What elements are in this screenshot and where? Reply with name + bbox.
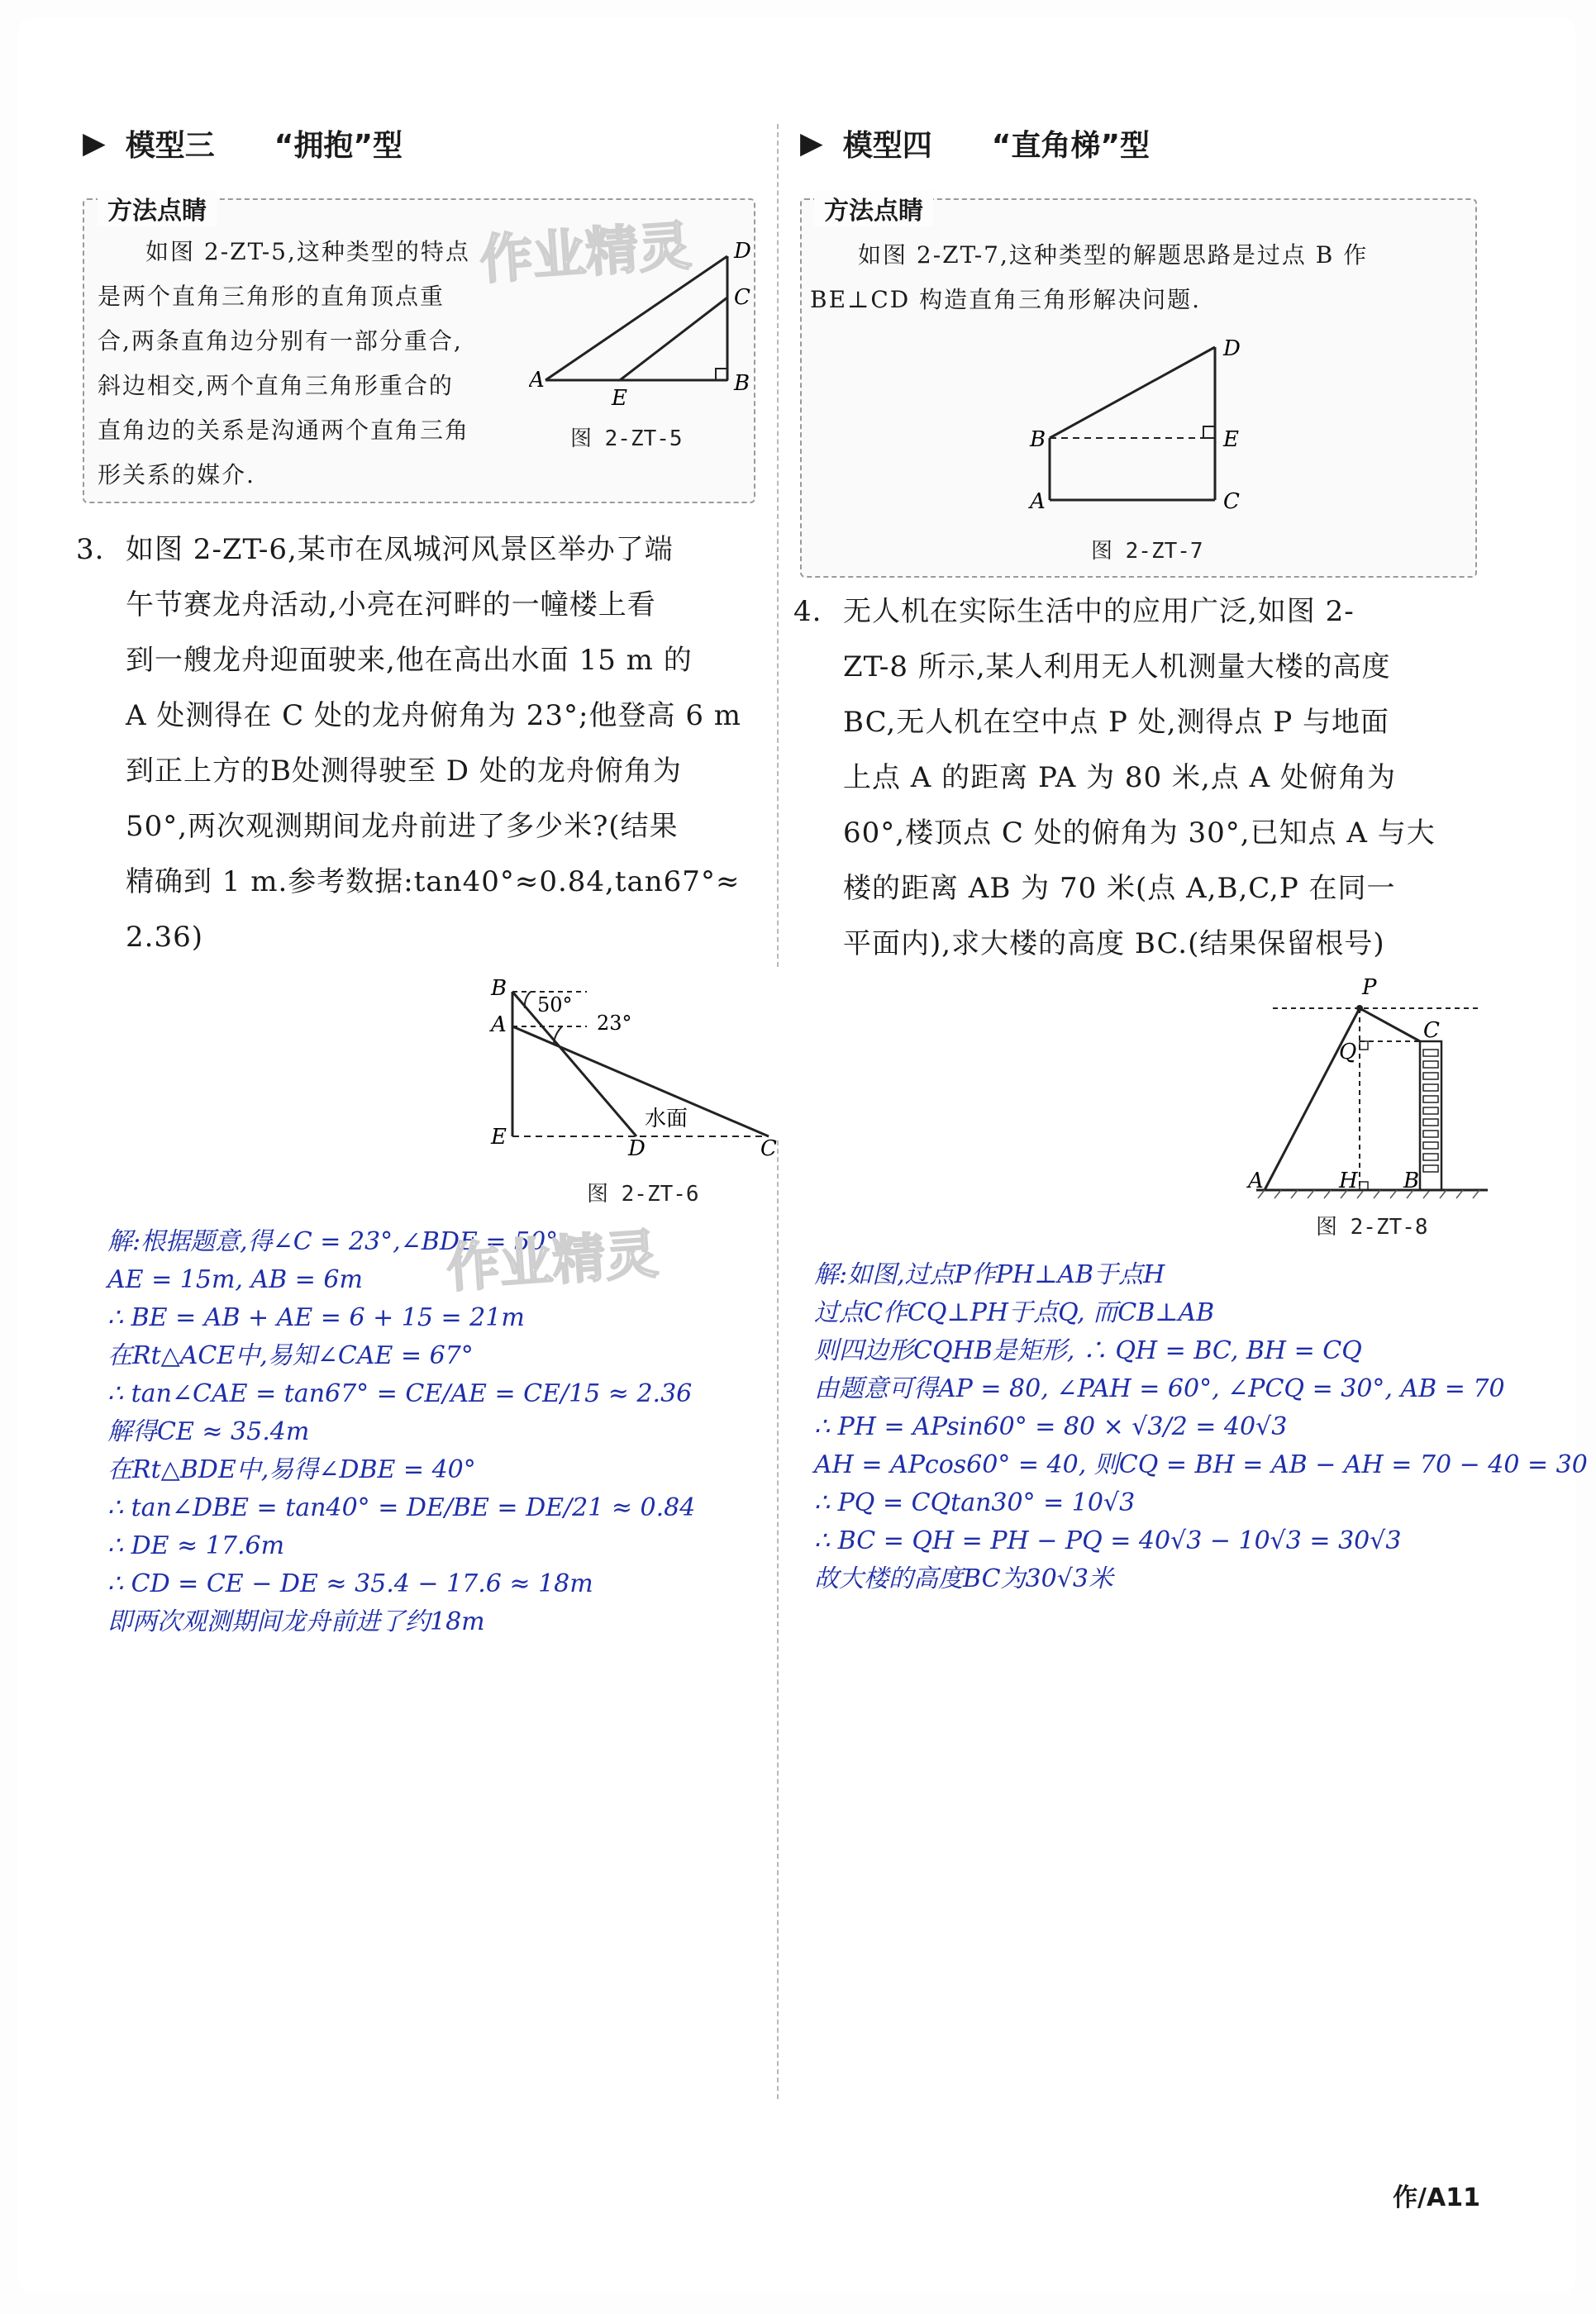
figure-2-zt-8 <box>1240 971 1496 1202</box>
section-heading-model4 <box>800 122 1150 164</box>
label-q: Q <box>1339 1040 1357 1064</box>
problem-line: 2.36) <box>126 921 203 954</box>
figure-2-zt-6 <box>488 975 785 1157</box>
label-d: D <box>628 1136 646 1157</box>
figure-2-zt-7 <box>1025 331 1273 521</box>
label-e: E <box>1223 427 1239 452</box>
label-a: A <box>491 1012 507 1037</box>
answer-line: 故大楼的高度BC为30√3米 <box>814 1564 1113 1593</box>
answer-line: 由题意可得AP = 80, ∠PAH = 60°, ∠PCQ = 30°, AB = 70 <box>814 1374 1505 1403</box>
figure-caption: 图 2-ZT-7 <box>1091 539 1203 564</box>
label-c: C <box>1423 1018 1440 1043</box>
label-d: D <box>734 240 751 264</box>
answer-line: 在Rt△ACE中,易知∠CAE = 67° <box>107 1341 474 1370</box>
answer-line: ∴ tan∠DBE = tan40° = DE/BE = DE/21 ≈ 0.84 <box>107 1493 696 1522</box>
section-title: 模型四 <box>842 129 932 163</box>
problem-4 <box>793 584 1496 972</box>
method-line: 斜边相交,两个直角三角形重合的 <box>98 372 454 399</box>
label-h: H <box>1339 1169 1358 1193</box>
problem-line: ZT-8 所示,某人利用无人机测量大楼的高度 <box>843 650 1391 683</box>
column-divider <box>777 1140 779 2099</box>
problem-line: 楼的距离 AB 为 70 米(点 A,B,C,P 在同一 <box>843 872 1396 905</box>
answer-4 <box>814 1256 1588 1598</box>
method-line: BE⊥CD 构造直角三角形解决问题. <box>810 286 1202 313</box>
label-b: B <box>1030 427 1046 452</box>
label-c: C <box>760 1136 777 1157</box>
problem-3 <box>76 522 770 965</box>
label-d: D <box>1223 336 1241 361</box>
problem-line: 无人机在实际生活中的应用广泛,如图 2- <box>843 595 1355 628</box>
problem-line: 50°,两次观测期间龙舟前进了多少米?(结果 <box>126 810 679 843</box>
problem-line: 到正上方的B处测得驶至 D 处的龙舟俯角为 <box>126 755 682 788</box>
problem-line: A 处测得在 C 处的龙舟俯角为 23°;他登高 6 m <box>126 699 742 732</box>
answer-line: ∴ BE = AB + AE = 6 + 15 = 21m <box>107 1303 525 1332</box>
label-a: A <box>529 368 545 393</box>
label-a: A <box>1248 1169 1264 1193</box>
label-p: P <box>1362 975 1377 1000</box>
label-e: E <box>612 386 627 411</box>
method-line: 形关系的媒介. <box>98 461 255 488</box>
method-title: 方法点睛 <box>98 190 217 226</box>
label-a: A <box>1030 489 1046 514</box>
answer-line: 则四边形CQHB是矩形, ∴ QH = BC, BH = CQ <box>814 1336 1362 1365</box>
answer-line: ∴ CD = CE − DE ≈ 35.4 − 17.6 ≈ 18m <box>107 1569 593 1598</box>
figure-caption: 图 2-ZT-5 <box>570 426 683 451</box>
problem-line: 平面内),求大楼的高度 BC.(结果保留根号) <box>843 927 1385 960</box>
answer-line: ∴ tan∠CAE = tan67° = CE/AE = CE/15 ≈ 2.36 <box>107 1379 693 1408</box>
problem-number: 4. <box>793 595 822 628</box>
problem-line: 精确到 1 m.参考数据:tan40°≈0.84,tan67°≈ <box>126 865 741 898</box>
problem-line: 如图 2-ZT-6,某市在凤城河风景区举办了端 <box>126 533 674 566</box>
answer-line: 即两次观测期间龙舟前进了约18m <box>107 1607 485 1636</box>
section-title: 模型三 <box>125 129 215 163</box>
answer-line: ∴ BC = QH = PH − PQ = 40√3 − 10√3 = 30√3 <box>814 1526 1402 1555</box>
problem-line: 到一艘龙舟迎面驶来,他在高出水面 15 m 的 <box>126 644 693 677</box>
answer-line: 解:根据题意,得∠C = 23°,∠BDE = 50° <box>107 1227 559 1256</box>
section-heading-model3 <box>83 122 403 164</box>
problem-number: 3. <box>76 533 105 566</box>
answer-line: 在Rt△BDE中,易得∠DBE = 40° <box>107 1455 476 1484</box>
method-text <box>810 233 1471 322</box>
label-c: C <box>1223 489 1240 514</box>
method-text <box>98 230 527 498</box>
watermark: 作业精灵 <box>445 1224 660 1300</box>
label-b: B <box>734 371 750 396</box>
problem-line: 午节赛龙舟活动,小亮在河畔的一幢楼上看 <box>126 588 656 621</box>
problem-line: BC,无人机在空中点 P 处,测得点 P 与地面 <box>843 706 1390 739</box>
figure-caption: 图 2-ZT-6 <box>587 1182 699 1207</box>
answer-line: 过点C作CQ⊥PH于点Q, 而CB⊥AB <box>814 1298 1215 1327</box>
method-line: 合,两条直角边分别有一部分重合, <box>98 327 463 355</box>
watermark: 作业精灵 <box>478 216 693 292</box>
answer-line: ∴ PH = APsin60° = 80 × √3/2 = 40√3 <box>814 1412 1288 1441</box>
section-subtitle: “拥抱”型 <box>274 129 403 163</box>
triangle-bullet-icon: ▶ <box>83 126 106 160</box>
page-number: 作/A11 <box>1393 2183 1480 2212</box>
angle-label: 23° <box>597 1012 632 1035</box>
angle-label: 50° <box>537 993 573 1017</box>
answer-line: ∴ PQ = CQtan30° = 10√3 <box>814 1488 1136 1517</box>
method-title: 方法点睛 <box>814 190 933 226</box>
answer-line: AE = 15m, AB = 6m <box>107 1265 363 1294</box>
method-line: 如图 2-ZT-5,这种类型的特点 <box>145 238 470 265</box>
label-b: B <box>491 976 507 1001</box>
answer-line: ∴ DE ≈ 17.6m <box>107 1531 285 1560</box>
column-divider <box>777 124 779 967</box>
water-label: 水面 <box>645 1107 688 1131</box>
section-subtitle: “直角梯”型 <box>991 129 1151 163</box>
method-line: 直角边的关系是沟通两个直角三角 <box>98 417 470 444</box>
answer-line: 解:如图,过点P作PH⊥AB于点H <box>814 1260 1165 1289</box>
label-e: E <box>491 1125 507 1150</box>
problem-line: 60°,楼顶点 C 处的俯角为 30°,已知点 A 与大 <box>843 817 1436 850</box>
figure-caption: 图 2-ZT-8 <box>1316 1215 1428 1240</box>
triangle-bullet-icon: ▶ <box>800 126 823 160</box>
label-b: B <box>1403 1169 1420 1193</box>
method-line: 是两个直角三角形的直角顶点重 <box>98 283 445 310</box>
label-c: C <box>734 285 750 310</box>
answer-line: AH = APcos60° = 40, 则CQ = BH = AB − AH = 70 − 40 = 30 <box>814 1450 1588 1479</box>
problem-line: 上点 A 的距离 PA 为 80 米,点 A 处俯角为 <box>843 761 1396 794</box>
method-line: 如图 2-ZT-7,这种类型的解题思路是过点 B 作 <box>858 241 1369 269</box>
answer-line: 解得CE ≈ 35.4m <box>107 1417 310 1446</box>
